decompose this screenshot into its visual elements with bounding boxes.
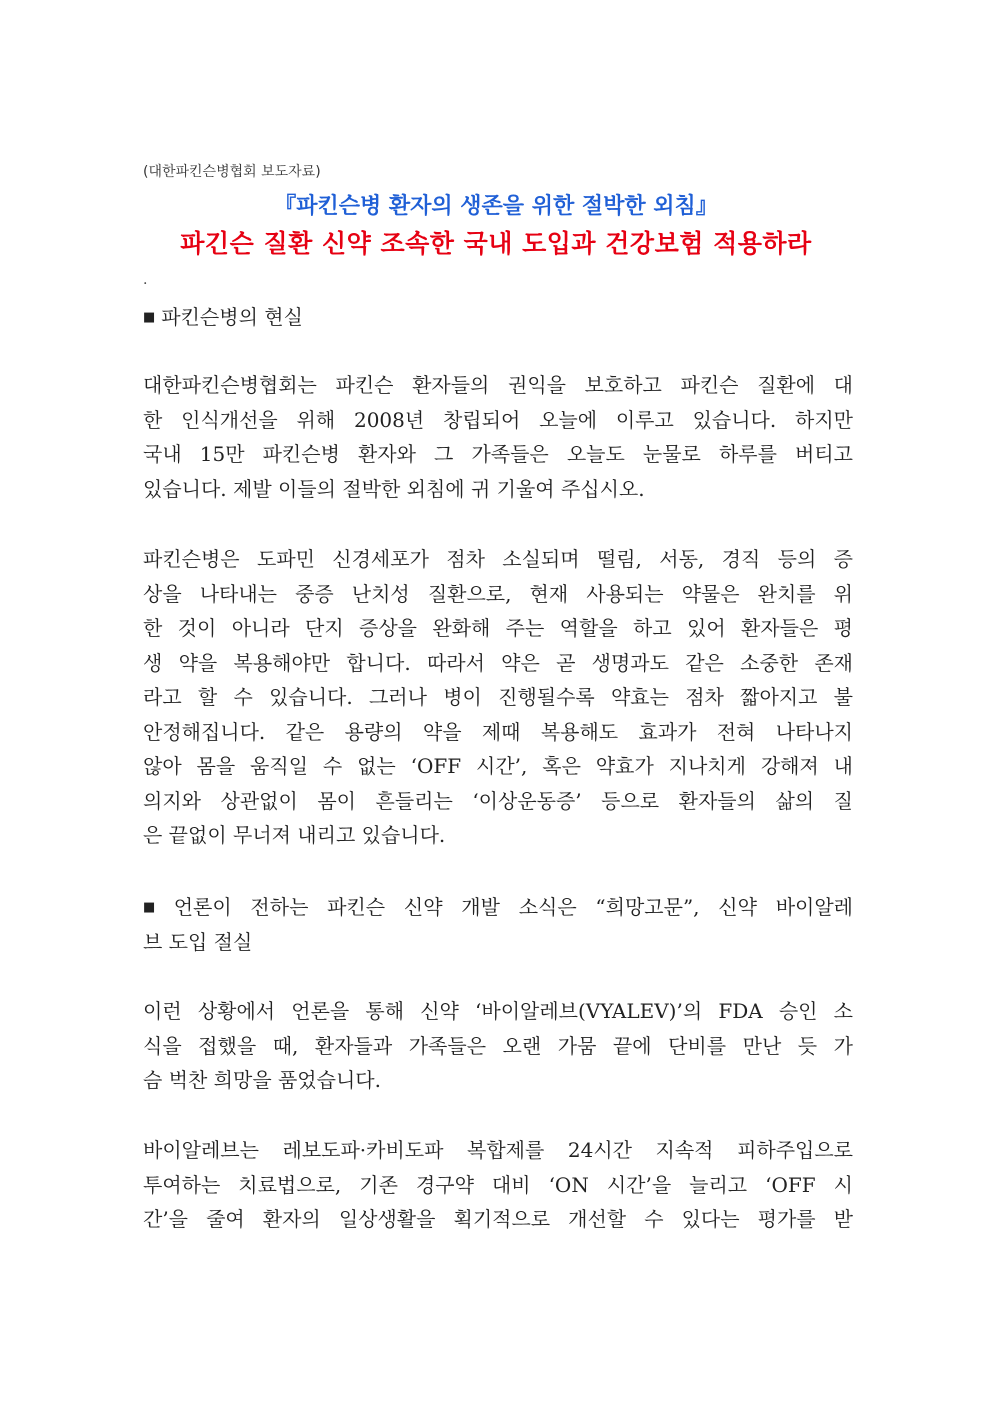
- paragraph-line: 은 끝없이 무너져 내리고 있습니다.: [143, 823, 446, 847]
- paragraph-line: 슴 벅찬 희망을 품었습니다.: [143, 1068, 381, 1092]
- paragraph-line: 간’을 줄여 환자의 일상생활을 획기적으로 개선할 수 있다는 평가를 받: [143, 1207, 853, 1231]
- paragraph-line: 안정해집니다. 같은 용량의 약을 제때 복용해도 효과가 전혀 나타나지: [143, 719, 853, 744]
- section-heading-text: 언론이 전하는 파킨슨 신약 개발 소식은 “희망고문”, 신약 바이알레: [173, 895, 853, 919]
- section-heading-line: [143, 890, 853, 925]
- paragraph-line: 생 약을 복용해야만 합니다. 따라서 약은 곧 생명과도 같은 소중한 존재: [143, 650, 853, 675]
- subtitle: 『파킨슨병 환자의 생존을 위한 절박한 외침』: [274, 194, 718, 219]
- square-bullet-icon: ■: [143, 900, 168, 915]
- paragraph-line: 한 것이 아니라 단지 증상을 완화해 주는 역할을 하고 있어 환자들은 평: [143, 616, 853, 640]
- section-heading-text: 파킨슨병의 현실: [161, 305, 303, 329]
- separator-dot: .: [143, 272, 148, 288]
- paragraph-line: 의지와 상관없이 몸이 흔들리는 ‘이상운동증’ 등으로 환자들의 삶의 질: [143, 788, 853, 813]
- paragraph-disease: [143, 542, 853, 853]
- paragraph-line: 국내 15만 파킨슨병 환자와 그 가족들은 오늘도 눈물로 하루를 버티고: [143, 442, 853, 466]
- paragraph-line: 투여하는 치료법으로, 기존 경구약 대비 ‘ON 시간’을 늘리고 ‘OFF 시: [143, 1172, 853, 1197]
- paragraph-line: 이런 상황에서 언론을 통해 신약 ‘바이알레브(VYALEV)’의 FDA 승인 소: [143, 999, 853, 1023]
- section-heading-news: [143, 890, 853, 960]
- paragraph-line: 있습니다. 제발 이들의 절박한 외침에 귀 기울여 주십시오.: [143, 476, 645, 501]
- headline: 파긴슨 질환 신약 조속한 국내 도입과 건강보험 적용하라: [180, 229, 812, 258]
- paragraph-line: 파킨슨병은 도파민 신경세포가 점차 소실되며 떨림, 서동, 경직 등의 증: [143, 547, 853, 571]
- section-heading-line: 브 도입 절실: [143, 930, 253, 954]
- press-release-source: (대한파킨슨병협회 보도자료): [143, 164, 321, 180]
- paragraph-line: 상을 나타내는 중증 난치성 질환으로, 현재 사용되는 약물은 완치를 위: [143, 581, 853, 606]
- paragraph-intro: [143, 368, 853, 506]
- paragraph-line: 한 인식개선을 위해 2008년 창립되어 오늘에 이루고 있습니다. 하지만: [143, 407, 853, 432]
- paragraph-line: 대한파킨슨병협회는 파킨슨 환자들의 권익을 보호하고 파킨슨 질환에 대: [143, 373, 853, 397]
- paragraph-line: 바이알레브는 레보도파·카비도파 복합제를 24시간 지속적 피하주입으로: [143, 1138, 853, 1162]
- section-heading-reality: [143, 300, 853, 335]
- paragraph-vyalev: [143, 1133, 853, 1237]
- paragraph-line: 식을 접했을 때, 환자들과 가족들은 오랜 가뭄 끝에 단비를 만난 듯 가: [143, 1033, 853, 1058]
- square-bullet-icon: ■: [143, 310, 156, 325]
- paragraph-fda-news: [143, 994, 853, 1098]
- paragraph-line: 라고 할 수 있습니다. 그러나 병이 진행될수록 약효는 점차 짧아지고 불: [143, 685, 853, 709]
- paragraph-line: 않아 몸을 움직일 수 없는 ‘OFF 시간’, 혹은 약효가 지나치게 강해져 내: [143, 754, 853, 778]
